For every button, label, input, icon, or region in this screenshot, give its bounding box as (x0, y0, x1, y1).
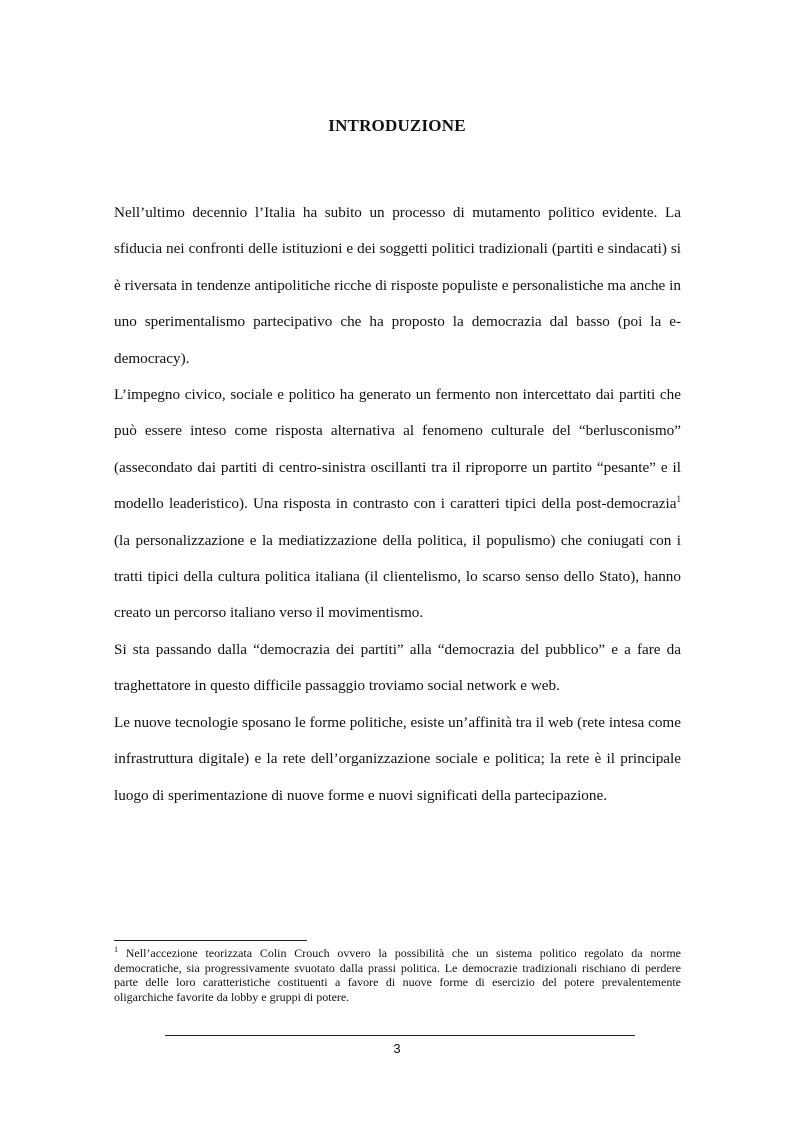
footnote (114, 946, 681, 1004)
footnote-separator (114, 940, 307, 941)
footnote-number: 1 (114, 945, 118, 954)
paragraph-2-text-before-note: L’impegno civico, sociale e politico ha generato un fermento non intercettato dai partiti che può essere inteso come risposta alternativa al fenomeno culturale del “berlusconismo” (assecondato dai partiti di centro-sinistra oscillanti tra il riproporre un partito “pesante” e il modello leaderistico). Una risposta in contrasto con i caratteri tipici della post-democrazia (114, 386, 681, 513)
paragraph-4: Le nuove tecnologie sposano le forme politiche, esiste un’affinità tra il web (rete intesa come infrastruttura digitale) e la rete dell’organizzazione sociale e politica; la rete è il principale luogo di sperimentazione di nuove forme e nuovi significati della partecipazione. (114, 713, 681, 804)
paragraph-1: Nell’ultimo decennio l’Italia ha subito un processo di mutamento politico evidente. La sfiducia nei confronti delle istituzioni e dei soggetti politici tradizionali (partiti e sindacati) si è riversata in tendenze antipolitiche ricche di risposte populiste e personalistiche ma anche in uno sperimentalismo partecipativo che ha proposto la democrazia dal basso (poi la e-democracy). (114, 204, 681, 367)
page-title: INTRODUZIONE (328, 116, 466, 135)
footnote-text: Nell’accezione teorizzata Colin Crouch ovvero la possibilità che un sistema politico regolato da norme democratiche, sia progressivamente svuotato dalla prassi politica. Le democrazie tradizionali rischiano di perdere parte delle loro caratteristiche costituenti a favore di nuove forme di esercizio del potere prevalentemente oligarchiche favorite da lobby e gruppi di potere. (114, 946, 681, 1004)
footer-divider (165, 1035, 635, 1036)
paragraph-3: Si sta passando dalla “democrazia dei partiti” alla “democrazia del pubblico” e a fare da traghettatore in questo difficile passaggio troviamo social network e web. (114, 640, 681, 695)
paragraph-2 (114, 377, 681, 632)
page-number: 3 (393, 1041, 401, 1056)
body-text (114, 195, 681, 814)
paragraph-2-text-after-note: (la personalizzazione e la mediatizzazione della politica, il populismo) che coniugati con i tratti tipici della cultura politica italiana (il clientelismo, lo scarso senso dello Stato), hanno creato un percorso italiano verso il movimentismo. (114, 531, 681, 622)
footnote-reference[interactable]: 1 (676, 494, 681, 505)
